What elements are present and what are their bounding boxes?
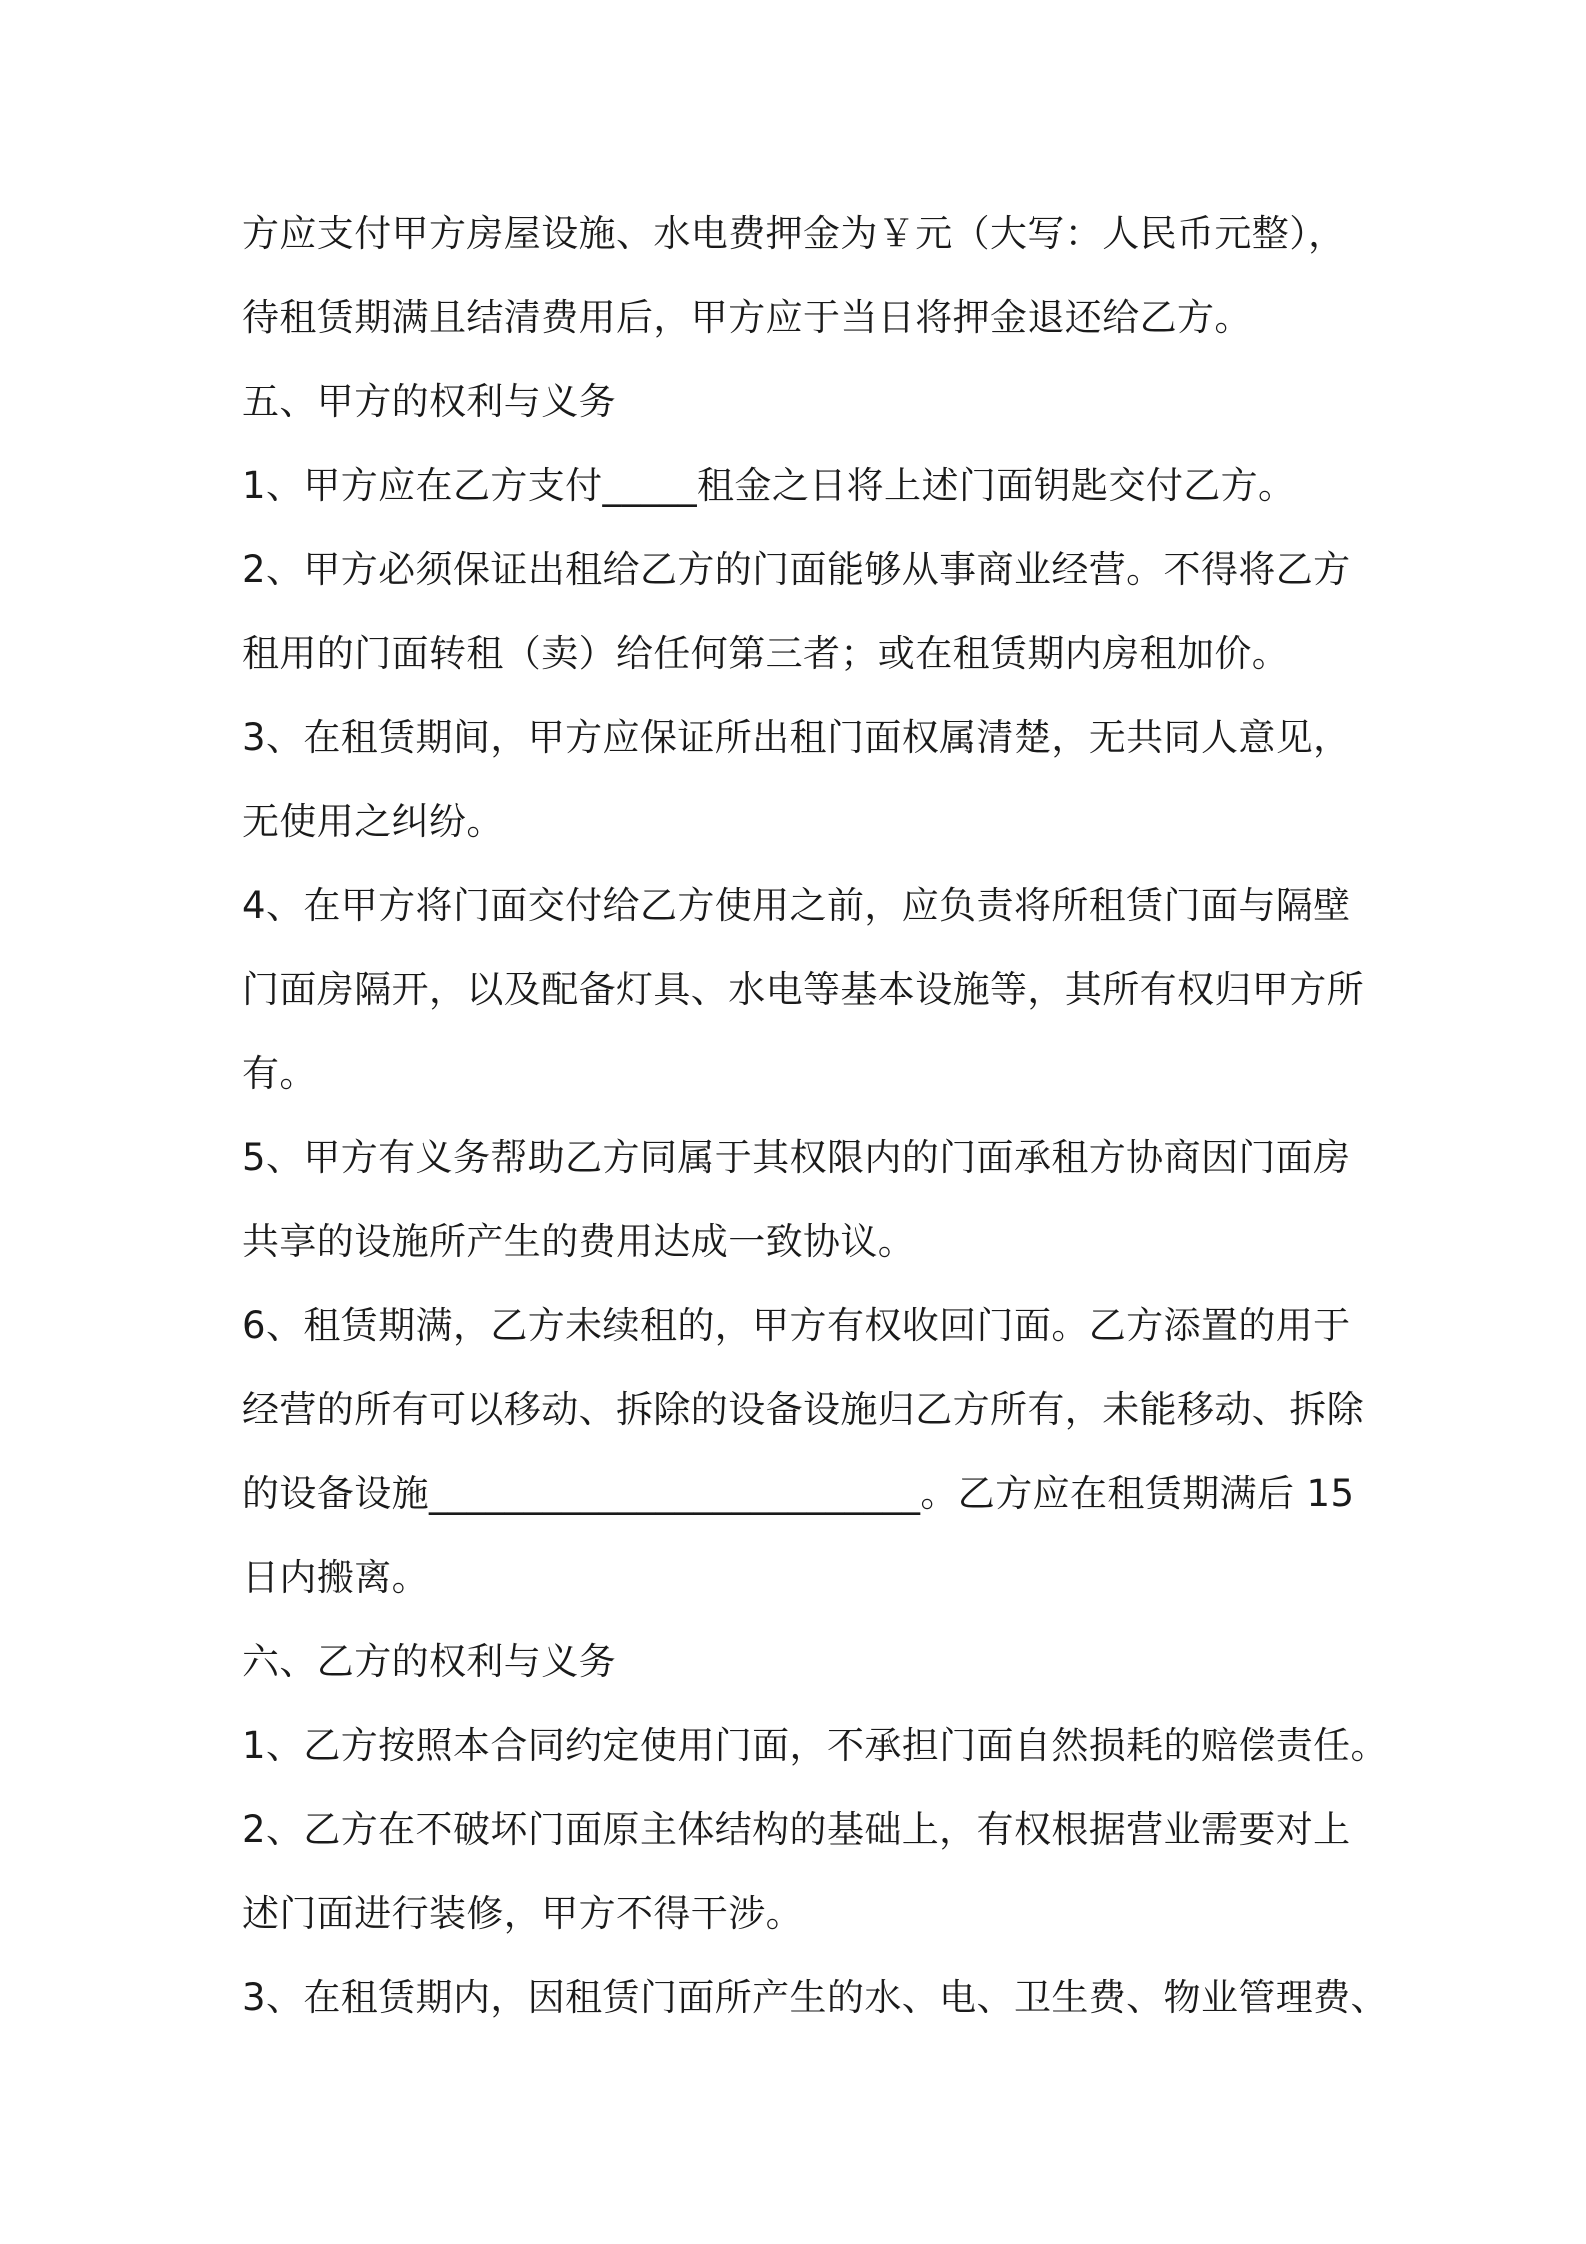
- section-heading: 六、乙方的权利与义务: [242, 1640, 616, 1683]
- text-line: 日内搬离。: [242, 1556, 429, 1599]
- text-line: 3、在租赁期内，因租赁门面所产生的水、电、卫生费、物业管理费、: [242, 1976, 1388, 2019]
- text-line: 待租赁期满且结清费用后，甲方应于当日将押金退还给乙方。: [242, 296, 1252, 339]
- document-body: [242, 192, 1388, 2040]
- text-line: 6、租赁期满，乙方未续租的，甲方有权收回门面。乙方添置的用于: [242, 1304, 1351, 1347]
- text-line: 的设备设施__________________________。乙方应在租赁期满后 15: [242, 1472, 1355, 1515]
- text-line: 有。: [242, 1052, 317, 1095]
- text-line: 共享的设施所产生的费用达成一致协议。: [242, 1220, 916, 1263]
- text-line: 述门面进行装修，甲方不得干涉。: [242, 1892, 803, 1935]
- text-line: 1、乙方按照本合同约定使用门面，不承担门面自然损耗的赔偿责任。: [242, 1724, 1388, 1767]
- text-line: 门面房隔开，以及配备灯具、水电等基本设施等，其所有权归甲方所: [242, 968, 1364, 1011]
- text-line: 1、甲方应在乙方支付_____租金之日将上述门面钥匙交付乙方。: [242, 464, 1296, 507]
- section-heading: 五、甲方的权利与义务: [242, 380, 616, 423]
- text-line: 方应支付甲方房屋设施、水电费押金为￥元（大写：人民币元整），: [242, 212, 1346, 255]
- text-line: 租用的门面转租（卖）给任何第三者；或在租赁期内房租加价。: [242, 632, 1290, 675]
- text-line: 2、甲方必须保证出租给乙方的门面能够从事商业经营。不得将乙方: [242, 548, 1351, 591]
- text-line: 5、甲方有义务帮助乙方同属于其权限内的门面承租方协商因门面房: [242, 1136, 1351, 1179]
- text-line: 无使用之纠纷。: [242, 800, 504, 843]
- text-line: 2、乙方在不破坏门面原主体结构的基础上，有权根据营业需要对上: [242, 1808, 1351, 1851]
- text-line: 3、在租赁期间，甲方应保证所出租门面权属清楚，无共同人意见，: [242, 716, 1351, 759]
- text-line: 经营的所有可以移动、拆除的设备设施归乙方所有，未能移动、拆除: [242, 1388, 1364, 1431]
- text-line: 4、在甲方将门面交付给乙方使用之前，应负责将所租赁门面与隔壁: [242, 884, 1351, 927]
